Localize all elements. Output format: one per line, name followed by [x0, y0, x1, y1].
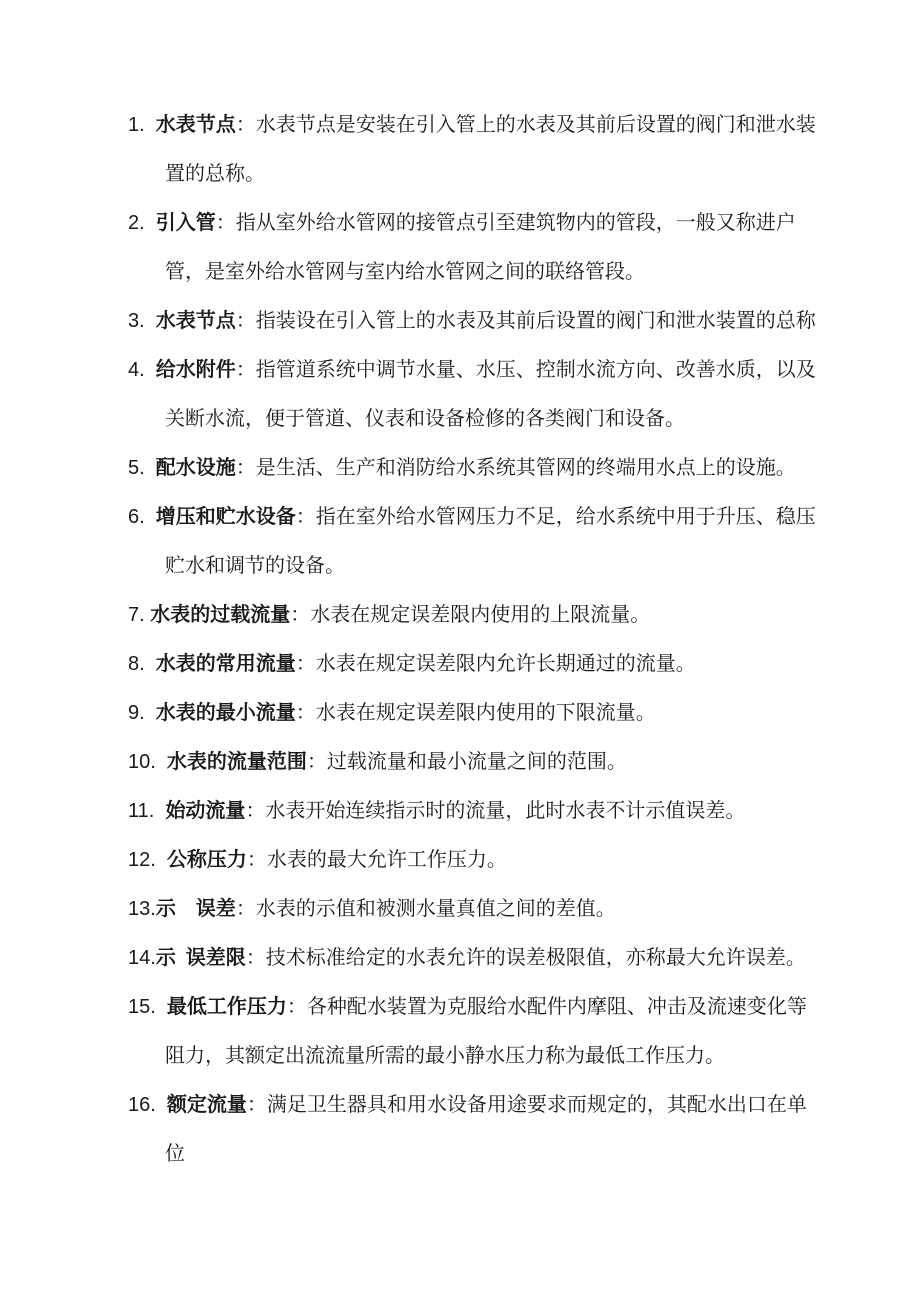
item-definition: ：过载流量和最小流量之间的范围。 — [306, 751, 627, 773]
item-number: 16. — [128, 1094, 167, 1116]
item-definition: ：指在室外给水管网压力不足，给水系统中用于升压、稳压贮水和调节的设备。 — [165, 506, 816, 577]
item-number: 9. — [128, 702, 156, 724]
item-number: 2. — [128, 212, 156, 234]
definition-item — [128, 493, 816, 591]
item-number: 7. — [128, 604, 151, 626]
item-definition: ：水表在规定误差限内使用的下限流量。 — [295, 702, 656, 724]
definition-item — [128, 346, 816, 444]
definition-item — [128, 689, 816, 738]
definition-list — [128, 101, 816, 1179]
item-term: 水表的过载流量 — [150, 604, 291, 626]
definition-item — [128, 787, 816, 836]
definition-item — [128, 836, 816, 885]
item-number: 15. — [128, 996, 167, 1018]
item-definition: ：水表开始连续指示时的流量，此时水表不计示值误差。 — [245, 800, 746, 822]
item-term: 增压和贮水设备 — [155, 506, 296, 528]
item-number: 14. — [128, 947, 156, 969]
item-number: 4. — [128, 359, 156, 381]
definition-item — [128, 738, 816, 787]
item-definition: ：水表的最大允许工作压力。 — [246, 849, 507, 871]
item-definition: ：水表在规定误差限内允许长期通过的流量。 — [295, 653, 696, 675]
item-definition: ：技术标准给定的水表允许的误差极限值，亦称最大允许误差。 — [245, 947, 806, 969]
item-definition: ：水表节点是安装在引入管上的水表及其前后设置的阀门和泄水装置的总称。 — [165, 114, 816, 185]
item-number: 12. — [128, 849, 167, 871]
item-definition: ：指管道系统中调节水量、水压、控制水流方向、改善水质，以及关断水流，便于管道、仪表和设备检修的各类阀门和设备。 — [165, 359, 816, 430]
item-number: 3. — [128, 310, 156, 332]
item-term: 示 误差 — [155, 898, 236, 920]
item-term: 给水附件 — [155, 359, 236, 381]
item-definition: ：满足卫生器具和用水设备用途要求而规定的，其配水出口在单位 — [165, 1094, 807, 1165]
definition-item — [128, 199, 816, 297]
item-term: 水表的常用流量 — [155, 653, 296, 675]
item-term: 水表的流量范围 — [166, 751, 307, 773]
item-term: 始动流量 — [165, 800, 246, 822]
item-number: 10. — [128, 751, 167, 773]
item-definition: ：水表的示值和被测水量真值之间的差值。 — [235, 898, 616, 920]
item-definition: ：指装设在引入管上的水表及其前后设置的阀门和泄水装置的总称 — [235, 310, 816, 332]
definition-item — [128, 885, 816, 934]
item-number: 1. — [128, 114, 156, 136]
item-term: 引入管 — [155, 212, 216, 234]
item-number: 5. — [128, 457, 156, 479]
definition-item — [128, 101, 816, 199]
definition-item — [128, 983, 816, 1081]
item-definition: ：水表在规定误差限内使用的上限流量。 — [290, 604, 651, 626]
item-number: 6. — [128, 506, 156, 528]
item-definition: ：是生活、生产和消防给水系统其管网的终端用水点上的设施。 — [235, 457, 796, 479]
definition-item — [128, 934, 816, 983]
item-term: 水表节点 — [155, 310, 236, 332]
item-term: 配水设施 — [155, 457, 236, 479]
definition-item — [128, 640, 816, 689]
item-number: 13. — [128, 898, 156, 920]
item-definition: ：指从室外给水管网的接管点引至建筑物内的管段，一般又称进户管，是室外给水管网与室内给水管网之间的联络管段。 — [165, 212, 796, 283]
item-term: 水表的最小流量 — [155, 702, 296, 724]
item-term: 最低工作压力 — [166, 996, 287, 1018]
item-number: 8. — [128, 653, 156, 675]
item-term: 水表节点 — [155, 114, 236, 136]
item-term: 示 误差限 — [155, 947, 246, 969]
item-term: 额定流量 — [166, 1094, 247, 1116]
definition-item — [128, 297, 816, 346]
definition-item — [128, 1081, 816, 1179]
item-number: 11. — [128, 800, 166, 822]
definition-item — [128, 444, 816, 493]
definition-item — [128, 591, 816, 640]
item-term: 公称压力 — [166, 849, 247, 871]
item-definition: ：各种配水装置为克服给水配件内摩阻、冲击及流速变化等阻力，其额定出流流量所需的最小静水压力称为最低工作压力。 — [165, 996, 807, 1067]
